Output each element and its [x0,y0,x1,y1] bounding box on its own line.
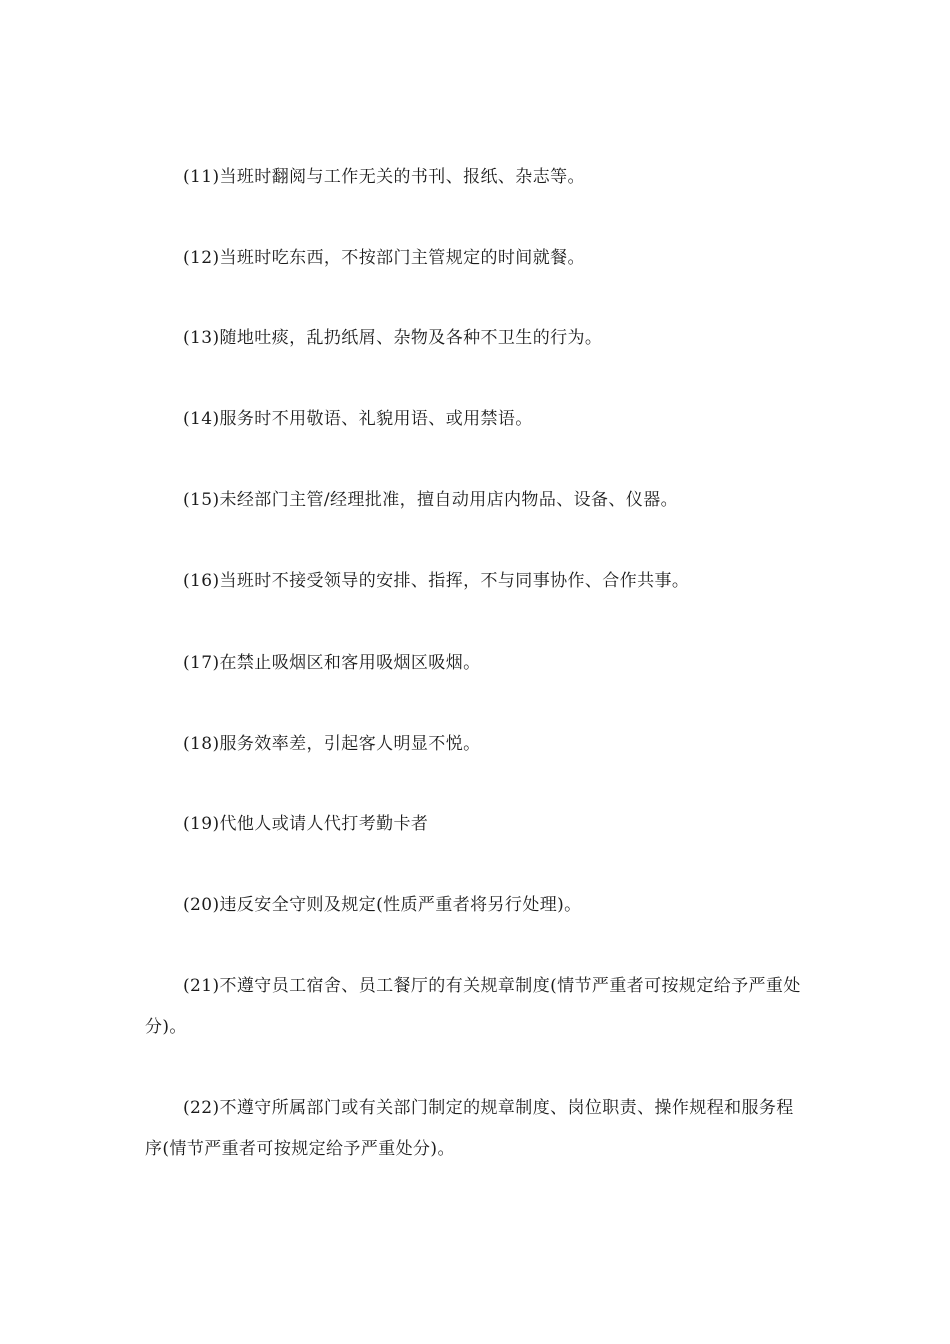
rule-item-19: (19)代他人或请人代打考勤卡者 [183,814,429,834]
rule-item-15: (15)未经部门主管/经理批准，擅自动用店内物品、设备、仪器。 [183,490,679,510]
rule-item-21: (21)不遵守员工宿舍、员工餐厅的有关规章制度(情节严重者可按规定给予严重处分)。 [145,976,801,1037]
rule-item-22: (22)不遵守所属部门或有关部门制定的规章制度、岗位职责、操作规程和服务程序(情节严重者可按规定给予严重处分)。 [145,1098,794,1159]
rule-item-18: (18)服务效率差，引起客人明显不悦。 [183,734,481,754]
rule-item-14: (14)服务时不用敬语、礼貌用语、或用禁语。 [183,409,533,429]
rule-item-13: (13)随地吐痰，乱扔纸屑、杂物及各种不卫生的行为。 [183,328,603,348]
rule-item-11: (11)当班时翻阅与工作无关的书刊、报纸、杂志等。 [183,167,585,187]
rule-item-17: (17)在禁止吸烟区和客用吸烟区吸烟。 [183,653,481,673]
rule-item-12: (12)当班时吃东西，不按部门主管规定的时间就餐。 [183,248,585,268]
rule-item-16: (16)当班时不接受领导的安排、指挥，不与同事协作、合作共事。 [183,571,690,591]
rule-item-20: (20)违反安全守则及规定(性质严重者将另行处理)。 [183,895,582,915]
